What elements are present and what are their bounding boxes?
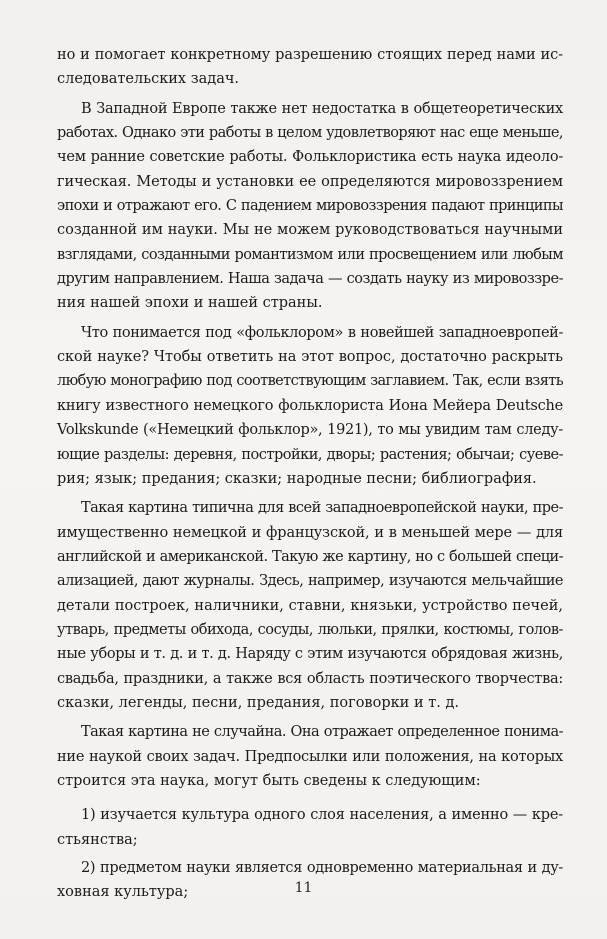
text-line: ской науке? Чтобы ответить на этот вопрос, достаточно раскрыть	[57, 349, 563, 366]
text-line: ные уборы и т. д. и т. д. Наряду с этим изучаются обрядовая жизнь,	[57, 646, 563, 663]
text-line: ние наукой своих задач. Предпосылки или положения, на которых	[57, 748, 563, 765]
text-line: утварь, предметы обихода, сосуды, люльки, прялки, костюмы, голов-	[57, 621, 563, 638]
text-line: имущественно немецкой и французской, и в меньшей мере — для	[57, 524, 563, 541]
text-line: В Западной Европе также нет недостатка в общетеоретических	[81, 100, 563, 117]
text-line: работах. Однако эти работы в целом удовлетворяют нас еще меньше,	[57, 125, 563, 142]
text-line: 1) изучается культура одного слоя населения, а именно — кре-	[81, 807, 563, 824]
text-line: эпохи и отражают его. С падением мировоззрения падают принципы	[57, 198, 563, 215]
page-body-text	[57, 43, 563, 909]
text-line: другим направлением. Наша задача — создать науку из мировоззре-	[57, 271, 563, 288]
paragraph-typical-picture	[57, 496, 563, 715]
text-line: строится эта наука, могут быть сведены к следующим:	[57, 772, 481, 789]
text-line: Volkskunde («Немецкий фольклор», 1921), то мы увидим там следу-	[57, 422, 563, 439]
text-line: взглядами, созданными романтизмом или просвещением или любым	[57, 246, 563, 263]
text-line: сказки, легенды, песни, предания, поговорки и т. д.	[57, 694, 459, 711]
text-line: стьянства;	[57, 831, 138, 848]
text-line: ализацией, дают журналы. Здесь, например, изучаются мельчайшие	[57, 573, 563, 590]
text-line: ховная культура;	[57, 884, 189, 901]
text-line: любую монографию под соответствующим заглавием. Так, если взять	[57, 373, 563, 390]
text-line: Такая картина не случайна. Она отражает определенное понима-	[81, 724, 563, 741]
text-line: ющие разделы: деревня, постройки, дворы; растения; обычаи; суеве-	[57, 446, 563, 463]
paragraph-folklore-question	[57, 321, 563, 491]
text-line: но и помогает конкретному разрешению стоящих перед нами ис-	[57, 47, 563, 63]
text-line: ния нашей эпохи и нашей страны.	[57, 295, 323, 312]
text-line: чем ранние советские работы. Фольклористика есть наука идеоло-	[57, 149, 563, 166]
text-line: свадьба, праздники, а также вся область поэтического творчества:	[57, 670, 563, 687]
text-line: следовательских задач.	[57, 71, 240, 88]
list-item	[57, 803, 563, 852]
paragraph-western-europe	[57, 97, 563, 316]
text-line: английской и американской. Такую же картину, но с большей специ-	[57, 548, 563, 565]
paragraph-continuation	[57, 43, 563, 92]
text-line: созданной им науки. Мы не можем руководствоваться научными	[57, 222, 563, 239]
page-number: 11	[294, 880, 313, 896]
text-line: 2) предметом науки является одновременно материальная и ду-	[81, 860, 563, 876]
text-line: гическая. Методы и установки ее определяются мировоззрением	[57, 173, 563, 190]
text-line: Такая картина типична для всей западноевропейской науки, пре-	[81, 500, 563, 517]
text-line: книгу известного немецкого фольклориста Иона Мейера Deutsche	[57, 397, 563, 414]
text-line: Что понимается под «фольклором» в новейшей западноевропей-	[81, 324, 563, 341]
text-line: детали построек, наличники, ставни, князьки, устройство печей,	[57, 597, 563, 614]
paragraph-not-accidental	[57, 720, 563, 793]
text-line: рия; язык; предания; сказки; народные песни; библиография.	[57, 470, 537, 487]
